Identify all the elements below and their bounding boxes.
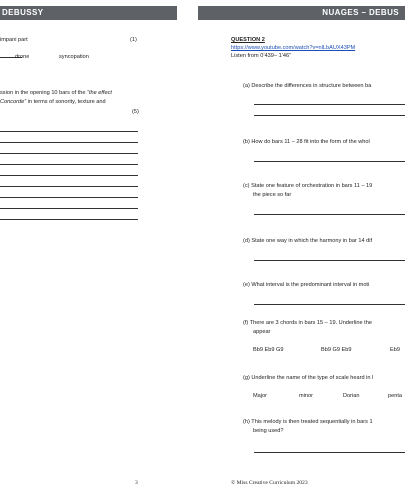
question-g: (g) Underline the name of the type of scale heard in l: [243, 375, 374, 381]
answer-line: [254, 161, 405, 162]
essay-question-line1: [0, 90, 112, 97]
question-c: (c) State one feature of orchestration in bars 11 – 19: [243, 183, 373, 189]
essay-text: ssion in the opening 10 bars of the: [0, 90, 88, 96]
mark-1: (1): [130, 37, 137, 43]
essay-quote: “the effect: [87, 90, 112, 96]
option-syncopation: syncopation: [59, 54, 89, 60]
chord-option-2[interactable]: Bb9 G9 Eb9: [321, 347, 352, 353]
scale-option-dorian[interactable]: Dorian: [343, 393, 360, 399]
listen-instruction: Listen from 0’439– 1’46”: [231, 53, 292, 59]
question-c-continued: the piece so far: [253, 192, 292, 198]
answer-line: [254, 104, 405, 105]
essay-question-line2: [0, 99, 106, 106]
mark-5: (5): [132, 109, 139, 115]
answer-line: [254, 452, 405, 453]
youtube-link[interactable]: https://www.youtube.com/watch?v=nlLbAUX43PM: [231, 45, 356, 51]
answer-line: [0, 131, 138, 132]
answer-line: [0, 208, 138, 209]
answer-line: [254, 115, 405, 116]
answer-line: [254, 260, 405, 261]
left-page-banner: DEBUSSY: [0, 6, 177, 20]
answer-line: [0, 153, 138, 154]
essay-text-end: in terms of sonority, texture and: [26, 99, 106, 105]
chord-option-3[interactable]: Eb9: [390, 347, 400, 353]
question-f-continued: appear: [253, 329, 271, 335]
answer-line: [254, 304, 405, 305]
question-title: QUESTION 2: [231, 37, 265, 43]
scale-option-pentatonic[interactable]: penta: [388, 393, 402, 399]
answer-line: [0, 164, 138, 165]
answer-line: [254, 214, 405, 215]
question-d: (d) State one way in which the harmony in bar 14 dif: [243, 238, 373, 244]
right-page-banner: NUAGES – DEBUS: [198, 6, 405, 20]
answer-line: [0, 186, 138, 187]
question-b: (b) How do bars 11 – 28 fit into the form of the whol: [243, 139, 370, 145]
question-f: (f) There are 3 chords in bars 15 – 19. Underline the: [243, 320, 372, 326]
question-h-continued: being used?: [253, 428, 284, 434]
answer-line: [0, 175, 138, 176]
answer-line: [0, 197, 138, 198]
option-drone: drone: [15, 54, 30, 60]
timpani-part-text: impani part: [0, 37, 28, 43]
scale-option-minor[interactable]: minor: [299, 393, 313, 399]
question-a: (a) Describe the differences in structure between ba: [243, 83, 372, 89]
essay-quote-end: Concorde”: [0, 99, 27, 105]
copyright-footer: © Miss Creative Curriculum 2023: [231, 480, 308, 486]
answer-line: [0, 142, 138, 143]
answer-line: [0, 219, 138, 220]
page-number: 3: [135, 480, 138, 486]
question-h: (h) This melody is then treated sequentially in bars 1: [243, 419, 373, 425]
scale-option-major[interactable]: Major: [253, 393, 267, 399]
question-e: (e) What interval is the predominant interval in moti: [243, 282, 370, 288]
chord-option-1[interactable]: Bb9 Eb9 G9: [253, 347, 284, 353]
